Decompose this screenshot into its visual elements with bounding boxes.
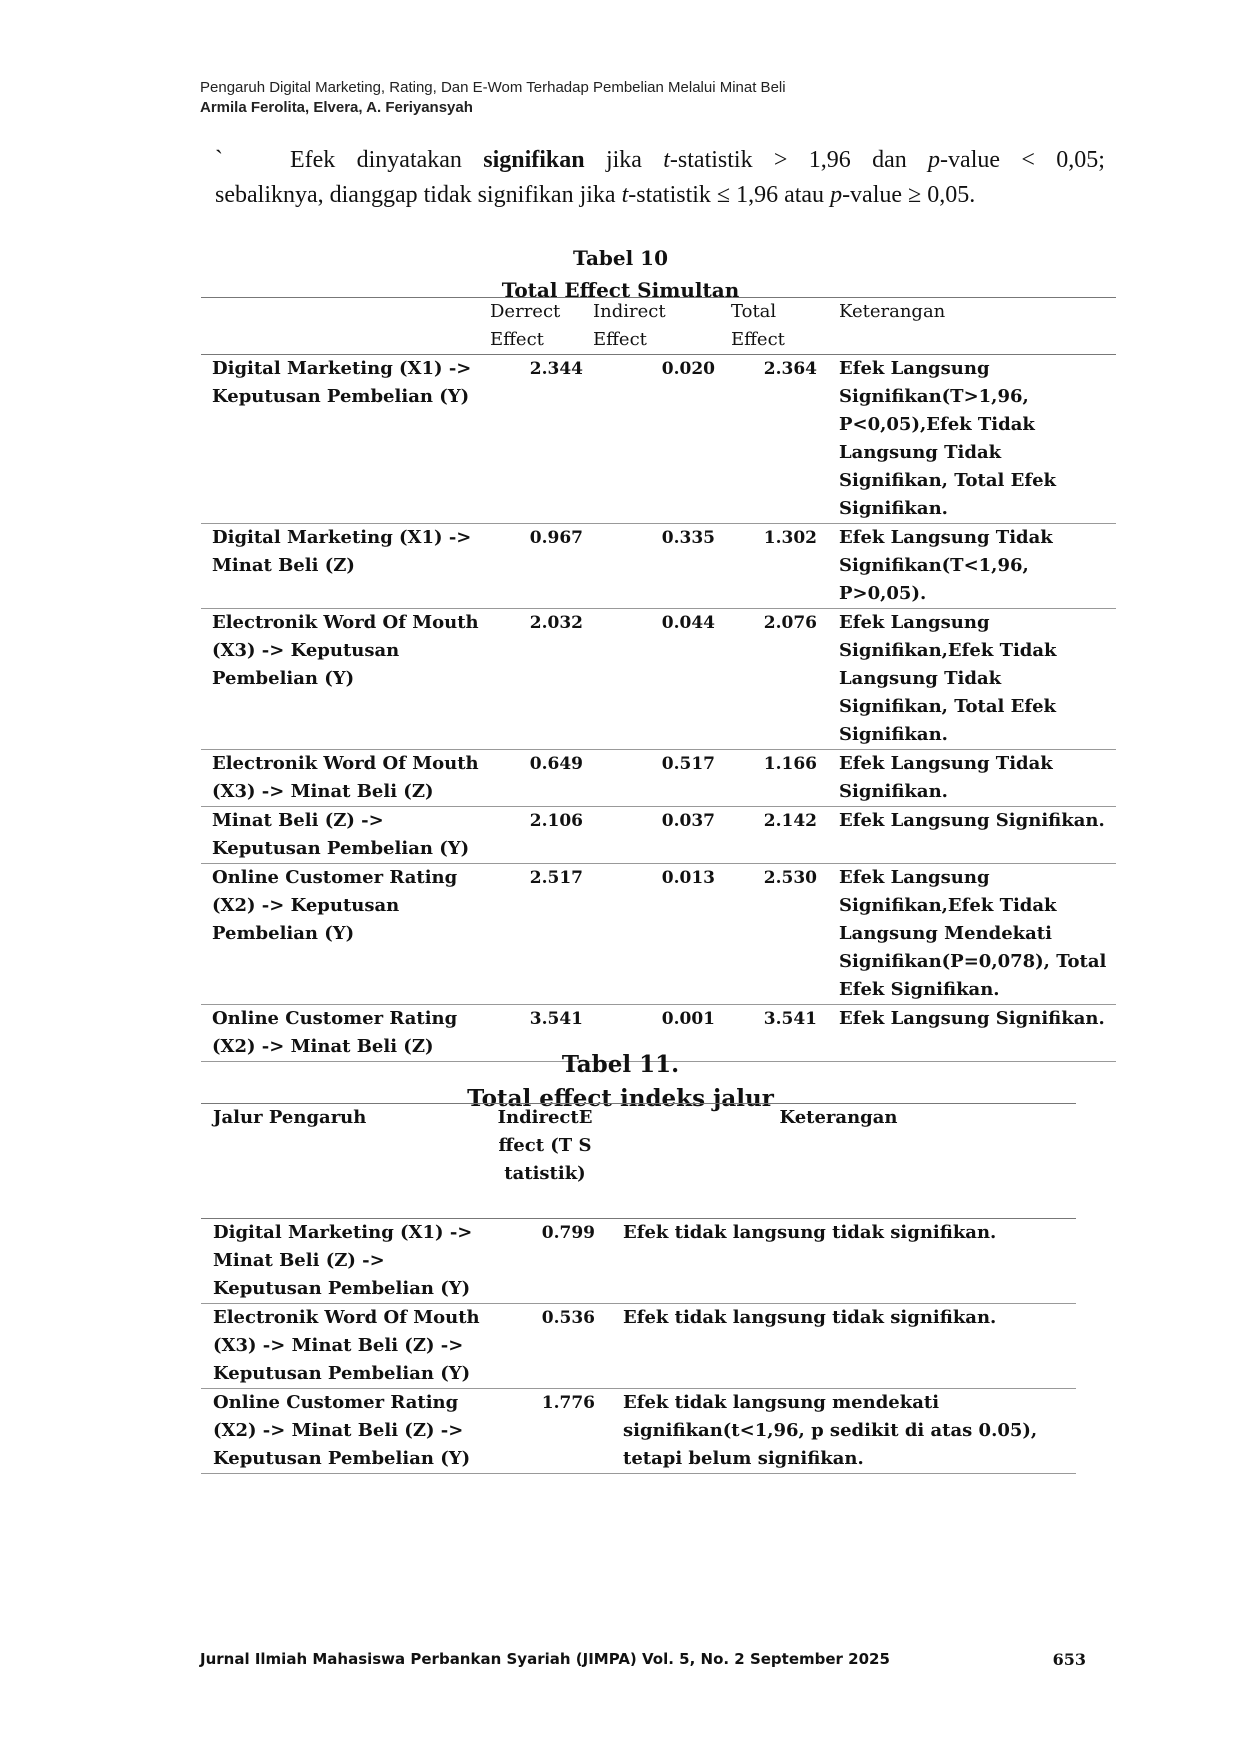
row-direct: 2.517 <box>529 868 583 888</box>
t-italic: t <box>663 147 670 173</box>
row-indirect: 0.001 <box>661 1009 715 1029</box>
intro-line-1 <box>215 143 1105 178</box>
row-keterangan: Efek Langsung Signifikan,Efek Tidak Langsung Mendekati Signifikan(P=0,078), Total Efek Signifikan. <box>839 867 1107 1000</box>
table-row <box>201 807 1116 864</box>
row-indirect: 0.517 <box>661 754 715 774</box>
row-total: 2.076 <box>763 613 817 633</box>
row-direct: 0.967 <box>529 528 583 548</box>
intro-word: > <box>773 147 788 173</box>
table10-title: Total Effect Simultan <box>501 278 740 302</box>
table10-number: Tabel 10 <box>572 246 669 270</box>
row-path: Electronik Word Of Mouth (X3) -> Minat Beli (Z) <box>212 753 479 802</box>
intro-word: 0,05; <box>1056 147 1105 173</box>
row-direct: 2.344 <box>529 359 583 379</box>
row-path: Minat Beli (Z) -> Keputusan Pembelian (Y) <box>212 810 470 859</box>
header-direct-effect: Derrect Effect <box>490 301 561 350</box>
article-title: Pengaruh Digital Marketing, Rating, Dan E-Wom Terhadap Pembelian Melalui Minat Beli <box>200 79 786 96</box>
table-row <box>201 864 1116 1005</box>
intro-word-part: -value <box>940 147 1001 173</box>
header-indirect-effect <box>495 1104 601 1219</box>
row-indirect: 0.335 <box>661 528 715 548</box>
intro-word: dan <box>872 147 907 173</box>
table-row <box>201 1304 1076 1389</box>
row-indirect: 0.013 <box>661 868 715 888</box>
intro-bold-word: signifikan <box>483 147 585 173</box>
table11-title: Total effect indeks jalur <box>467 1085 774 1112</box>
row-indirect: 0.044 <box>661 613 715 633</box>
row-value: 1.776 <box>541 1393 595 1413</box>
table-row <box>201 1219 1076 1304</box>
intro-text: -statistik ≤ 1,96 atau <box>628 182 831 208</box>
intro-word: dinyatakan <box>356 147 462 173</box>
intro-word: jika <box>605 147 642 173</box>
header-indirect-effect: Indirect Effect <box>593 301 666 350</box>
row-keterangan: Efek Langsung Tidak Signifikan(T<1,96, P>0,05). <box>839 527 1053 604</box>
table-row <box>201 609 1116 750</box>
row-path: Online Customer Rating (X2) -> Keputusan Pembelian (Y) <box>212 867 458 944</box>
table10-header-row <box>201 298 1116 355</box>
intro-text: sebaliknya, dianggap tidak signifikan jika <box>215 182 622 208</box>
table-row <box>201 355 1116 524</box>
row-path: Online Customer Rating (X2) -> Minat Beli (Z) <box>212 1008 458 1057</box>
intro-text: -value ≥ 0,05. <box>842 182 976 208</box>
row-indirect: 0.037 <box>661 811 715 831</box>
article-authors: Armila Ferolita, Elvera, A. Feriyansyah <box>200 99 473 116</box>
row-total: 2.142 <box>763 811 817 831</box>
row-keterangan: Efek tidak langsung tidak signifikan. <box>623 1222 997 1243</box>
page-footer <box>200 1650 1086 1669</box>
p-italic: p <box>830 182 843 208</box>
row-value: 0.799 <box>541 1223 595 1243</box>
header-blank <box>201 298 482 355</box>
row-direct: 2.032 <box>529 613 583 633</box>
row-path: Electronik Word Of Mouth (X3) -> Keputusan Pembelian (Y) <box>212 612 479 689</box>
row-keterangan: Efek Langsung Signifikan. <box>839 1008 1105 1029</box>
row-direct: 0.649 <box>529 754 583 774</box>
header-keterangan: Keterangan <box>839 301 946 322</box>
intro-word: Efek <box>290 147 336 173</box>
stray-mark: ` <box>215 147 223 173</box>
t-italic: t <box>621 182 629 208</box>
header-total-effect: Total Effect <box>731 301 785 350</box>
journal-name: Jurnal Ilmiah Mahasiswa Perbankan Syariah (JIMPA) Vol. 5, No. 2 September 2025 <box>200 1650 890 1668</box>
row-total: 2.530 <box>763 868 817 888</box>
row-keterangan: Efek tidak langsung mendekati signifikan(t<1,96, p sedikit di atas 0.05), tetapi belum signifikan. <box>623 1392 1038 1469</box>
intro-word <box>663 143 752 178</box>
row-total: 3.541 <box>763 1009 817 1029</box>
row-path: Digital Marketing (X1) -> Minat Beli (Z) <box>212 527 472 576</box>
table-row <box>201 1389 1076 1474</box>
intro-word <box>928 143 1000 178</box>
intro-paragraph <box>215 143 1105 213</box>
table-total-effect-simultan <box>201 297 1116 1062</box>
header-indirect-effect-text: IndirectEffect (T Statistik) <box>497 1107 593 1184</box>
row-path: Online Customer Rating (X2) -> Minat Beli (Z) -> Keputusan Pembelian (Y) <box>213 1392 471 1469</box>
row-total: 1.166 <box>763 754 817 774</box>
table11-header-row <box>201 1104 1076 1219</box>
row-path: Digital Marketing (X1) -> Minat Beli (Z) -> Keputusan Pembelian (Y) <box>213 1222 473 1299</box>
table-row <box>201 524 1116 609</box>
intro-word-part: -statistik <box>669 147 753 173</box>
row-path: Digital Marketing (X1) -> Keputusan Pembelian (Y) <box>212 358 472 407</box>
row-keterangan: Efek tidak langsung tidak signifikan. <box>623 1307 997 1328</box>
table11-number: Tabel 11. <box>561 1051 680 1078</box>
row-total: 1.302 <box>763 528 817 548</box>
row-keterangan: Efek Langsung Signifikan(T>1,96, P<0,05),Efek Tidak Langsung Tidak Signifikan, Total Efek Signifikan. <box>839 358 1056 519</box>
intro-line-2 <box>215 178 1105 213</box>
row-keterangan: Efek Langsung Tidak Signifikan. <box>839 753 1053 802</box>
row-keterangan: Efek Langsung Signifikan. <box>839 810 1105 831</box>
header-keterangan: Keterangan <box>779 1107 898 1128</box>
table-total-effect-indeks-jalur <box>201 1103 1076 1474</box>
table-row <box>201 750 1116 807</box>
row-direct: 2.106 <box>529 811 583 831</box>
row-keterangan: Efek Langsung Signifikan,Efek Tidak Langsung Tidak Signifikan, Total Efek Signifikan. <box>839 612 1057 745</box>
intro-word: 1,96 <box>808 147 851 173</box>
header-jalur-pengaruh: Jalur Pengaruh <box>213 1107 367 1128</box>
page-number: 653 <box>1052 1650 1086 1669</box>
row-total: 2.364 <box>763 359 817 379</box>
row-indirect: 0.020 <box>661 359 715 379</box>
running-head <box>200 78 786 118</box>
row-direct: 3.541 <box>529 1009 583 1029</box>
p-italic: p <box>928 147 941 173</box>
intro-word: < <box>1021 147 1035 173</box>
row-value: 0.536 <box>541 1308 595 1328</box>
row-path: Electronik Word Of Mouth (X3) -> Minat Beli (Z) -> Keputusan Pembelian (Y) <box>213 1307 480 1384</box>
